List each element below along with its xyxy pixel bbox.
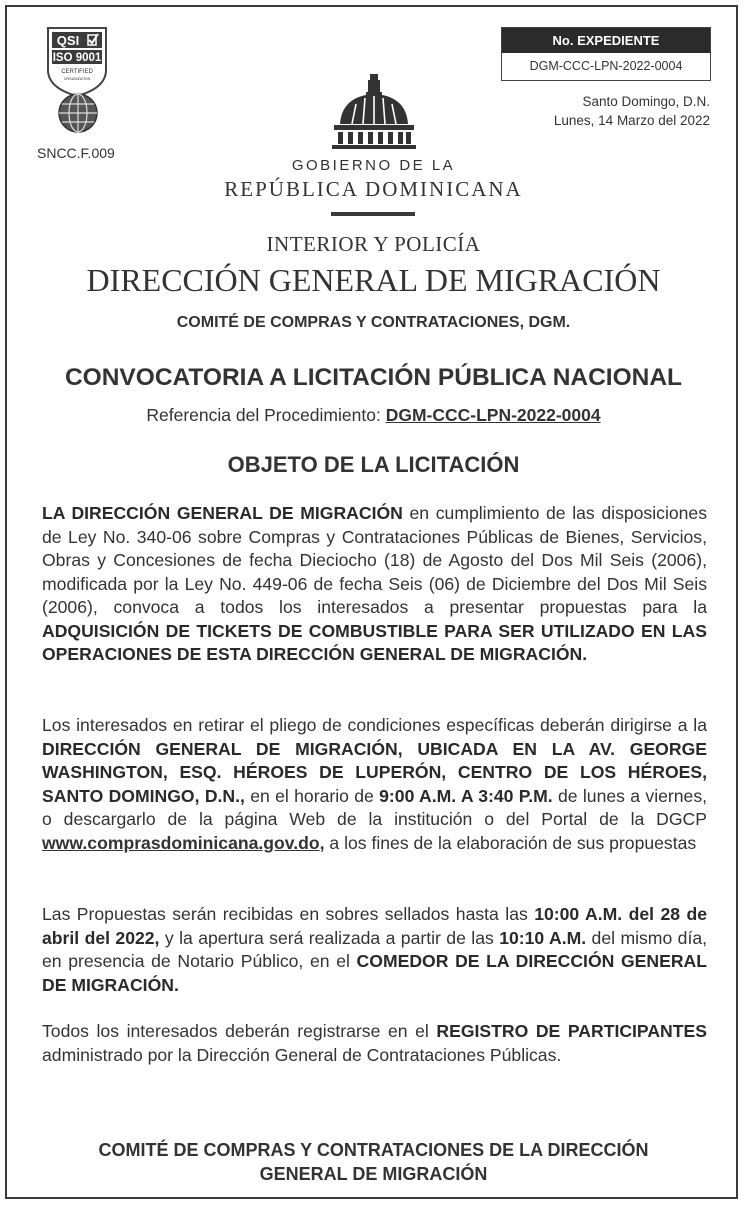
p3-text-2: y la apertura será realizada a partir de las xyxy=(159,927,500,948)
government-line2: REPÚBLICA DOMINICANA xyxy=(224,177,523,201)
portal-link[interactable]: www.comprasdominicana.gov.do, xyxy=(42,832,325,853)
iso-standard: ISO 9001 xyxy=(52,52,102,64)
footer-signature xyxy=(0,1138,747,1186)
reference-code: DGM-CCC-LPN-2022-0004 xyxy=(385,405,601,425)
organization-label: ORGANIZATION xyxy=(63,77,91,81)
p1-text: en cumplimiento de las disposiciones de Ley No. 340-06 sobre Compras y Contrataciones Públicas de Bienes, Servicios, Obras y Concesiones de fecha Dieciocho (18) de Agosto del Dos Mil Seis (2006), modificada por la Ley No. 449-06 de fecha Seis (06) de Diciembre del Dos Mil Seis (2006), convoca a todos los interesados a presentar propuestas para la xyxy=(42,503,707,617)
committee: COMITÉ DE COMPRAS Y CONTRATACIONES, DGM. xyxy=(176,314,571,331)
date: Lunes, 14 Marzo del 2022 xyxy=(553,113,710,128)
government-line1: GOBIERNO DE LA xyxy=(291,157,456,174)
p3-text-1: Las Propuestas serán recibidas en sobres sellados hasta las xyxy=(42,904,535,924)
p4-text-2: administrado por la Dirección General de Contrataciones Públicas. xyxy=(42,1044,562,1065)
paragraph-2 xyxy=(42,714,707,855)
p2-text-3: de lunes a viernes, o descargarlo de la página Web de la institución o del Portal de la DGCP xyxy=(42,785,708,829)
expediente-label: No. EXPEDIENTE xyxy=(502,28,710,53)
ministry: INTERIOR Y POLICÍA xyxy=(266,232,481,256)
place-date xyxy=(554,92,710,130)
globe-icon xyxy=(57,92,99,134)
government-dome-icon xyxy=(330,72,418,150)
certification-shield-icon xyxy=(44,26,110,98)
p1-lead: LA DIRECCIÓN GENERAL DE MIGRACIÓN xyxy=(42,503,403,523)
object-title: OBJETO DE LA LICITACIÓN xyxy=(227,452,520,477)
institution-name: DIRECCIÓN GENERAL DE MIGRACIÓN xyxy=(86,262,661,298)
city: Santo Domingo, D.N. xyxy=(582,94,710,109)
p2-address: DIRECCIÓN GENERAL DE MIGRACIÓN, UBICADA EN LA AV. GEORGE WASHINGTON, ESQ. HÉROES DE LUPERÓN, CENTRO DE LOS HÉROES, SANTO DOMINGO, D.N., xyxy=(42,738,707,806)
notice-title: CONVOCATORIA A LICITACIÓN PÚBLICA NACIONAL xyxy=(64,364,682,391)
paragraph-4 xyxy=(42,1020,707,1067)
p3-opening: 10:10 A.M. xyxy=(499,927,587,948)
p2-text-1: Los interesados en retirar el pliego de condiciones específicas deberán dirigirse a la xyxy=(42,715,707,735)
p3-venue: COMEDOR DE LA DIRECCIÓN GENERAL DE MIGRACIÓN. xyxy=(42,951,707,995)
reference xyxy=(0,405,747,426)
p4-registry: REGISTRO DE PARTICIPANTES xyxy=(436,1021,707,1041)
p4-text-1: Todos los interesados deberán registrarse en el xyxy=(42,1021,437,1041)
p2-text-2: en el horario de xyxy=(244,785,380,806)
p1-object: ADQUISICIÓN DE TICKETS DE COMBUSTIBLE PARA SER UTILIZADO EN LAS OPERACIONES DE ESTA DIRECCIÓN GENERAL DE MIGRACIÓN. xyxy=(42,620,707,664)
expediente-number: DGM-CCC-LPN-2022-0004 xyxy=(529,59,683,73)
footer-line1: COMITÉ DE COMPRAS Y CONTRATACIONES DE LA DIRECCIÓN xyxy=(98,1140,649,1160)
qsi-brand: QSI xyxy=(56,33,80,48)
paragraph-1 xyxy=(42,502,707,667)
paragraph-3 xyxy=(42,903,707,997)
p2-text-4: a los fines de la elaboración de sus propuestas xyxy=(324,832,697,853)
reference-label: Referencia del Procedimiento: xyxy=(146,405,386,425)
p3-deadline: 10:00 A.M. del 28 de abril del 2022, xyxy=(42,904,707,948)
expediente-box xyxy=(501,27,711,81)
divider xyxy=(331,212,415,216)
certified-label: CERTIFIED xyxy=(61,69,93,75)
form-code: SNCC.F.009 xyxy=(37,145,115,161)
p3-text-3: del mismo día, en presencia de Notario Público, en el xyxy=(42,927,708,971)
p2-hours: 9:00 A.M. A 3:40 P.M. xyxy=(379,785,553,806)
footer-line2: GENERAL DE MIGRACIÓN xyxy=(259,1164,488,1184)
